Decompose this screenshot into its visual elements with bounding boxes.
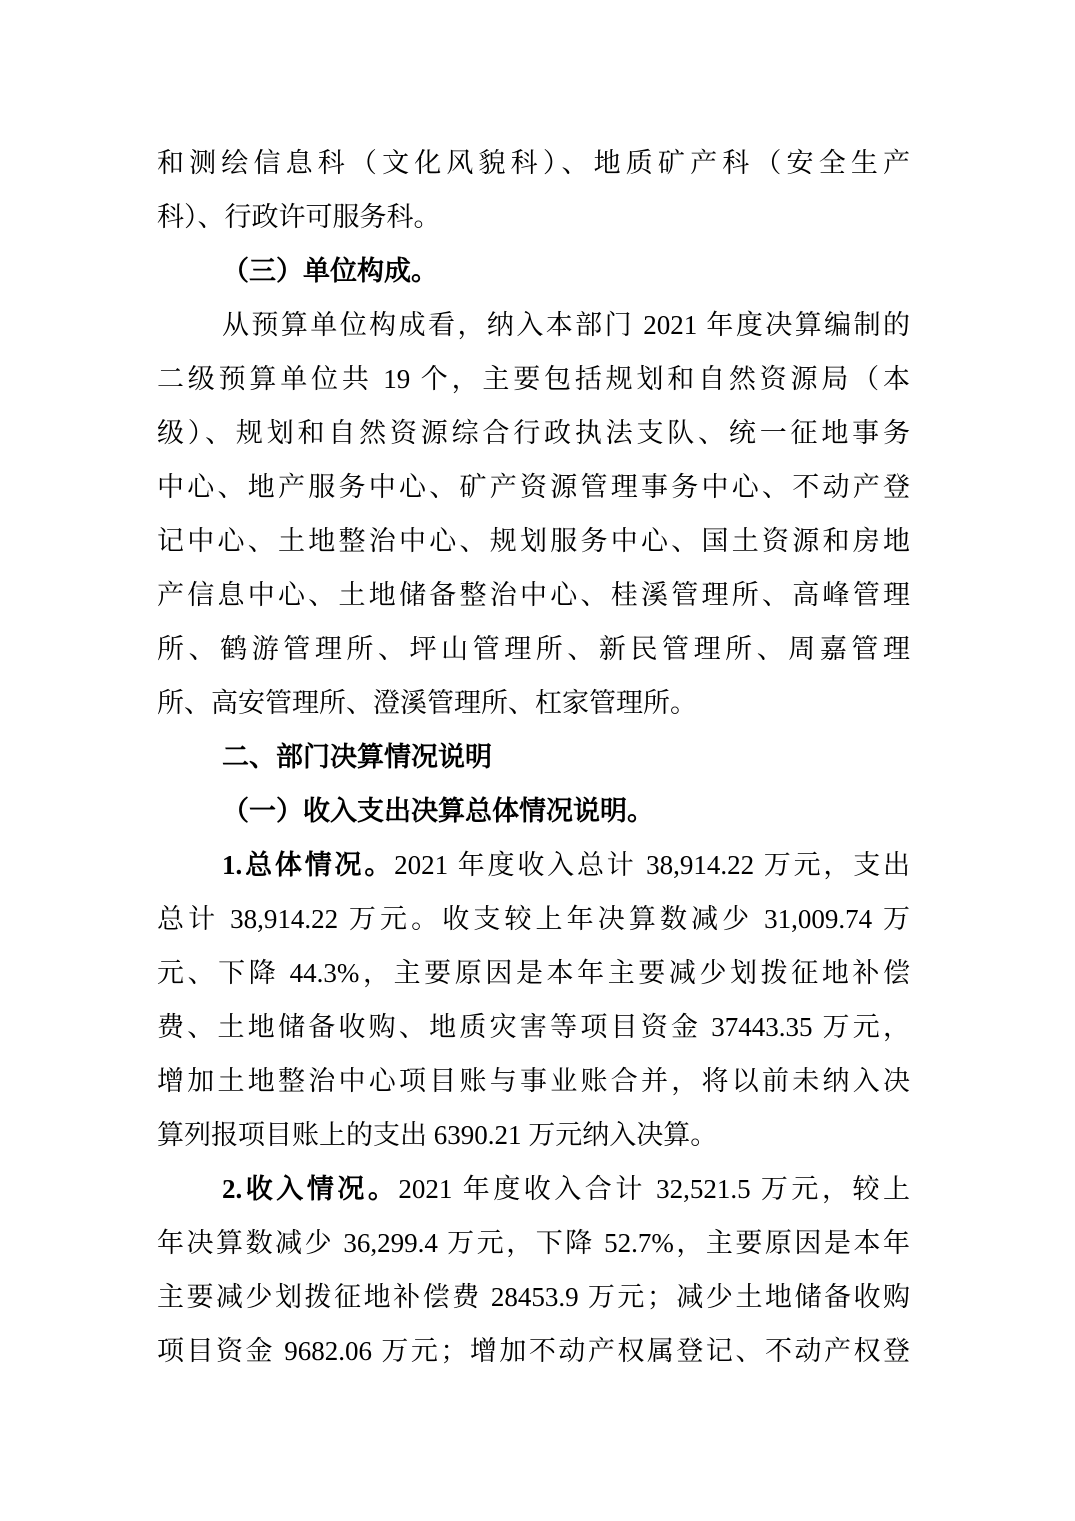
text-line (157, 1162, 910, 1216)
text-run: 记中心、土地整治中心、规划服务中心、国土资源和房地 (157, 526, 910, 556)
text-run: 2021 年度收入总计 38,914.22 万元，支出 (394, 850, 910, 880)
text-run: 项目资金 9682.06 万元；增加不动产权属登记、不动产权登 (157, 1336, 910, 1366)
text-run: 2021 年度收入合计 32,521.5 万元，较上 (398, 1174, 910, 1204)
text-run: 所、鹤游管理所、坪山管理所、新民管理所、周嘉管理 (157, 634, 910, 664)
text-line (157, 514, 910, 568)
bold-run: （三）单位构成。 (222, 256, 438, 286)
section-heading (157, 730, 910, 784)
text-line (157, 838, 910, 892)
text-run: 科）、行政许可服务科。 (157, 202, 441, 232)
text-run: 增加土地整治中心项目账与事业账合并，将以前未纳入决 (157, 1066, 910, 1096)
text-line (157, 1216, 910, 1270)
text-run: 元、下降 44.3%，主要原因是本年主要减少划拨征地补偿 (157, 958, 910, 988)
text-run: 级）、规划和自然资源综合行政执法支队、统一征地事务 (157, 418, 910, 448)
text-line (157, 190, 910, 244)
text-run: 产信息中心、土地储备整治中心、桂溪管理所、高峰管理 (157, 580, 910, 610)
text-line (157, 676, 910, 730)
text-run: 二级预算单位共 19 个，主要包括规划和自然资源局（本 (157, 364, 910, 394)
text-run: 主要减少划拨征地补偿费 28453.9 万元；减少土地储备收购 (157, 1282, 910, 1312)
text-line (157, 1108, 910, 1162)
text-line (157, 1324, 910, 1378)
text-run: 中心、地产服务中心、矿产资源管理事务中心、不动产登 (157, 472, 910, 502)
text-line (157, 892, 910, 946)
bold-run: （一）收入支出决算总体情况说明。 (222, 796, 654, 826)
text-line (157, 568, 910, 622)
text-line (157, 1054, 910, 1108)
text-line (157, 136, 910, 190)
text-run: 费、土地储备收购、地质灾害等项目资金 37443.35 万元， (157, 1012, 910, 1042)
bold-run: 二、部门决算情况说明 (222, 742, 492, 772)
text-line (157, 460, 910, 514)
text-line (157, 1000, 910, 1054)
text-run: 和测绘信息科（文化风貌科）、地质矿产科（安全生产 (157, 148, 910, 178)
text-line (157, 352, 910, 406)
text-line (157, 946, 910, 1000)
subsection-heading (157, 784, 910, 838)
text-line (157, 406, 910, 460)
subsection-heading (157, 244, 910, 298)
text-run: 总计 38,914.22 万元。收支较上年决算数减少 31,009.74 万 (157, 904, 910, 934)
bold-run: 2.收入情况。 (222, 1174, 399, 1204)
text-line (157, 298, 910, 352)
text-line (157, 622, 910, 676)
text-run: 从预算单位构成看，纳入本部门 2021 年度决算编制的 (222, 310, 910, 340)
text-run: 算列报项目账上的支出 6390.21 万元纳入决算。 (157, 1120, 718, 1150)
text-run: 年决算数减少 36,299.4 万元，下降 52.7%，主要原因是本年 (157, 1228, 910, 1258)
text-line (157, 1270, 910, 1324)
bold-run: 1.总体情况。 (222, 850, 395, 880)
text-run: 所、高安管理所、澄溪管理所、杠家管理所。 (157, 688, 697, 718)
document-body (157, 136, 910, 1378)
